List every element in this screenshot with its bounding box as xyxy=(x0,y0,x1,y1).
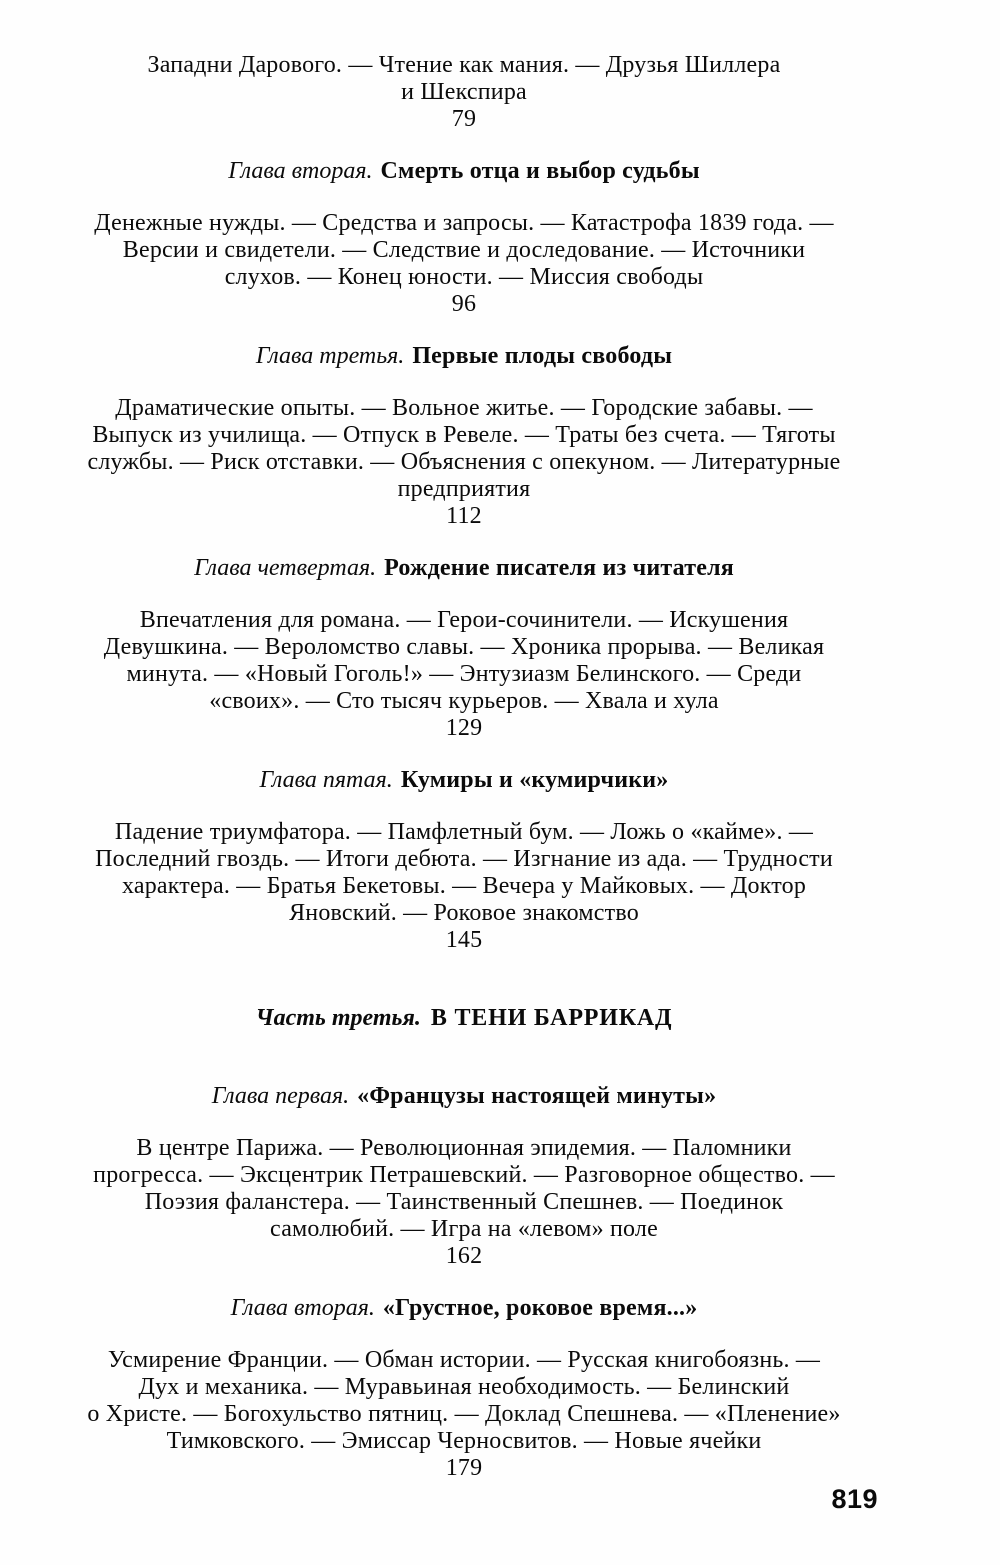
toc-line: о Христе. — Богохульство пятниц. — Доклад Спешнева. — «Пленение» xyxy=(87,1401,841,1427)
toc-page-number: 129 xyxy=(445,715,483,741)
toc-topics-block xyxy=(34,395,894,530)
toc-line: Усмирение Франции. — Обман истории. — Русская книгобоязнь. — xyxy=(107,1347,821,1373)
chapter-label: Глава вторая. xyxy=(230,1295,375,1321)
toc-chapter-heading xyxy=(34,555,894,582)
toc-page-number: 96 xyxy=(451,291,477,317)
toc-line: и Шекспира xyxy=(401,79,527,105)
toc-line: самолюбий. — Игра на «левом» поле xyxy=(270,1216,658,1242)
toc-line: Девушкина. — Вероломство славы. — Хроника прорыва. — Великая xyxy=(103,634,825,660)
book-page-folio: 819 xyxy=(831,1484,878,1514)
toc-line: предприятия xyxy=(397,476,531,502)
toc-page-number: 179 xyxy=(445,1455,483,1481)
toc-line: Яновский. — Роковое знакомство xyxy=(289,900,639,926)
toc-line: Впечатления для романа. — Герои-сочинители. — Искушения xyxy=(139,607,789,633)
chapter-title: «Грустное, роковое время...» xyxy=(382,1295,698,1321)
toc-topics-block xyxy=(34,1135,894,1270)
toc-page-number: 112 xyxy=(446,503,482,529)
chapter-title: Смерть отца и выбор судьбы xyxy=(380,158,700,184)
toc-line: В центре Парижа. — Революционная эпидемия. — Паломники xyxy=(136,1135,792,1161)
toc-chapter-heading xyxy=(34,1295,894,1322)
toc-page-number: 79 xyxy=(451,106,477,132)
toc-line: Поэзия фаланстера. — Таинственный Спешнев. — Поединок xyxy=(144,1189,784,1215)
toc-chapter-heading xyxy=(34,767,894,794)
toc-line: слухов. — Конец юности. — Миссия свободы xyxy=(224,264,704,290)
toc-topics-block xyxy=(34,210,894,318)
toc-line: Денежные нужды. — Средства и запросы. — Катастрофа 1839 года. — xyxy=(94,210,834,236)
toc-line: Драматические опыты. — Вольное житье. — Городские забавы. — xyxy=(115,395,813,421)
toc-chapter-heading xyxy=(34,343,894,370)
part-title: В ТЕНИ БАРРИКАД xyxy=(430,1005,673,1031)
toc-page-number: 145 xyxy=(445,927,483,953)
chapter-title: «Французы настоящей минуты» xyxy=(357,1083,717,1109)
toc-line: Последний гвоздь. — Итоги дебюта. — Изгнание из ада. — Трудности xyxy=(95,846,833,872)
toc-chapter-heading xyxy=(34,158,894,185)
toc-line: характера. — Братья Бекетовы. — Вечера у Майковых. — Доктор xyxy=(121,873,807,899)
toc-page-number: 162 xyxy=(445,1243,483,1269)
chapter-label: Глава первая. xyxy=(211,1083,350,1109)
chapter-label: Глава четвертая. xyxy=(194,555,377,581)
chapter-title: Рождение писателя из читателя xyxy=(384,555,734,581)
toc-line: «своих». — Сто тысяч курьеров. — Хвала и хула xyxy=(209,688,719,714)
toc-line: службы. — Риск отставки. — Объяснения с опекуном. — Литературные xyxy=(87,449,841,475)
toc-chapter-heading xyxy=(34,1083,894,1110)
chapter-label: Глава пятая. xyxy=(259,767,393,793)
toc-topics-block xyxy=(34,1347,894,1482)
toc-line: минута. — «Новый Гоголь!» — Энтузиазм Белинского. — Среди xyxy=(126,661,802,687)
toc-line: Западни Дарового. — Чтение как мания. — Друзья Шиллера xyxy=(147,52,781,78)
chapter-label: Глава вторая. xyxy=(228,158,373,184)
chapter-label: Глава третья. xyxy=(255,343,405,369)
chapter-title: Кумиры и «кумирчики» xyxy=(400,767,669,793)
toc-line: Выпуск из училища. — Отпуск в Ревеле. — Траты без счета. — Тяготы xyxy=(92,422,836,448)
toc-line: Версии и свидетели. — Следствие и доследование. — Источники xyxy=(122,237,806,263)
toc-line: Падение триумфатора. — Памфлетный бум. — Ложь о «кайме». — xyxy=(114,819,814,845)
toc-part-heading xyxy=(34,1005,894,1032)
toc-topics-block xyxy=(34,607,894,742)
chapter-title: Первые плоды свободы xyxy=(412,343,673,369)
toc-topics-block xyxy=(34,819,894,954)
toc-line: Дух и механика. — Муравьиная необходимость. — Белинский xyxy=(138,1374,790,1400)
toc-line: Тимковского. — Эмиссар Черносвитов. — Новые ячейки xyxy=(166,1428,762,1454)
toc-topics-block xyxy=(34,52,894,133)
part-label: Часть третья. xyxy=(255,1005,421,1031)
toc-line: прогресса. — Эксцентрик Петрашевский. — Разговорное общество. — xyxy=(93,1162,835,1188)
